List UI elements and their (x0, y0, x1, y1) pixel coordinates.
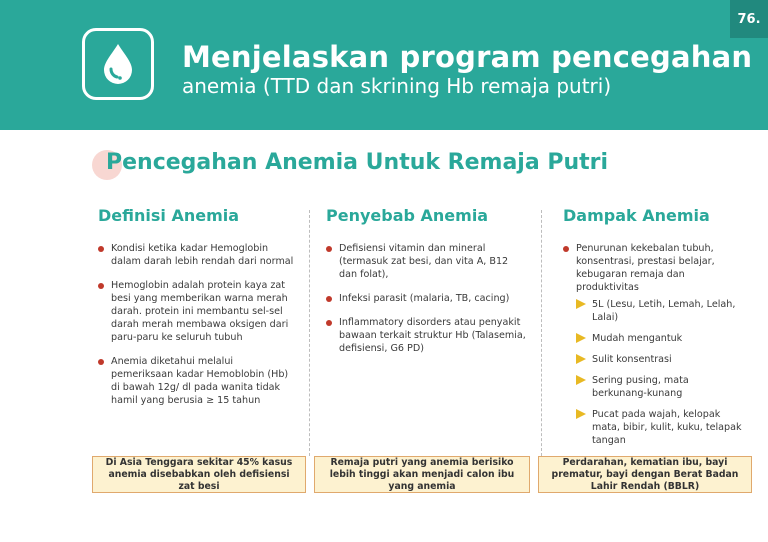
arrow-icon (576, 333, 586, 343)
list-item: Inflammatory disorders atau penyakit bawaan terkait struktur Hb (Talasemia, defisiensi, G6 PD) (326, 316, 526, 355)
column-title-penyebab: Penyebab Anemia (326, 206, 489, 225)
column-title-definisi: Definisi Anemia (98, 206, 240, 225)
penyebab-list (326, 242, 526, 366)
sublist-item: Pucat pada wajah, kelopak mata, bibir, kulit, kuku, telapak tangan (576, 408, 746, 447)
bullet-icon (563, 246, 569, 252)
column-title-dampak: Dampak Anemia (563, 206, 710, 225)
list-item: Kondisi ketika kadar Hemoglobin dalam darah lebih rendah dari normal (98, 242, 298, 268)
page-number: 76. (730, 0, 768, 38)
dampak-callout-box: Perdarahan, kematian ibu, bayi prematur, bayi dengan Berat Badan Lahir Rendah (BBLR) (538, 456, 752, 493)
bullet-icon (98, 359, 104, 365)
bullet-icon (326, 320, 332, 326)
definisi-list (98, 242, 298, 418)
list-item: Defisiensi vitamin dan mineral (termasuk zat besi, dan vita A, B12 dan folat), (326, 242, 526, 281)
definisi-callout-box: Di Asia Tenggara sekitar 45% kasus anemia disebabkan oleh defisiensi zat besi (92, 456, 306, 493)
page-title: Menjelaskan program pencegahan (182, 40, 753, 74)
header-banner (0, 0, 768, 130)
section-title: Pencegahan Anemia Untuk Remaja Putri (106, 150, 609, 175)
arrow-icon (576, 375, 586, 385)
dampak-sublist (576, 298, 746, 455)
bullet-icon (98, 246, 104, 252)
penyebab-callout-box: Remaja putri yang anemia berisiko lebih tinggi akan menjadi calon ibu yang anemia (314, 456, 530, 493)
arrow-icon (576, 354, 586, 364)
water-drop-icon (100, 42, 136, 86)
sublist-item: Sulit konsentrasi (576, 353, 746, 366)
sublist-item: 5L (Lesu, Letih, Lemah, Lelah, Lalai) (576, 298, 746, 324)
dampak-list (563, 242, 743, 305)
list-item: Anemia diketahui melalui pemeriksaan kadar Hemoblobin (Hb) di bawah 12g/ dl pada wanita tidak hamil yang berusia ≥ 15 tahun (98, 355, 298, 407)
list-item: Infeksi parasit (malaria, TB, cacing) (326, 292, 526, 305)
bullet-icon (326, 246, 332, 252)
column-divider (541, 210, 542, 456)
icon-frame (82, 28, 154, 100)
page-subtitle: anemia (TTD dan skrining Hb remaja putri) (182, 74, 612, 98)
arrow-icon (576, 299, 586, 309)
list-item: Penurunan kekebalan tubuh, konsentrasi, prestasi belajar, kebugaran remaja dan produktivitas (563, 242, 743, 294)
column-divider (309, 210, 310, 456)
bullet-icon (326, 296, 332, 302)
arrow-icon (576, 409, 586, 419)
sublist-item: Sering pusing, mata berkunang-kunang (576, 374, 746, 400)
list-item: Hemoglobin adalah protein kaya zat besi yang memberikan warna merah darah. protein ini membantu sel-sel darah merah membawa oksigen dari paru-paru ke seluruh tubuh (98, 279, 298, 344)
bullet-icon (98, 283, 104, 289)
sublist-item: Mudah mengantuk (576, 332, 746, 345)
